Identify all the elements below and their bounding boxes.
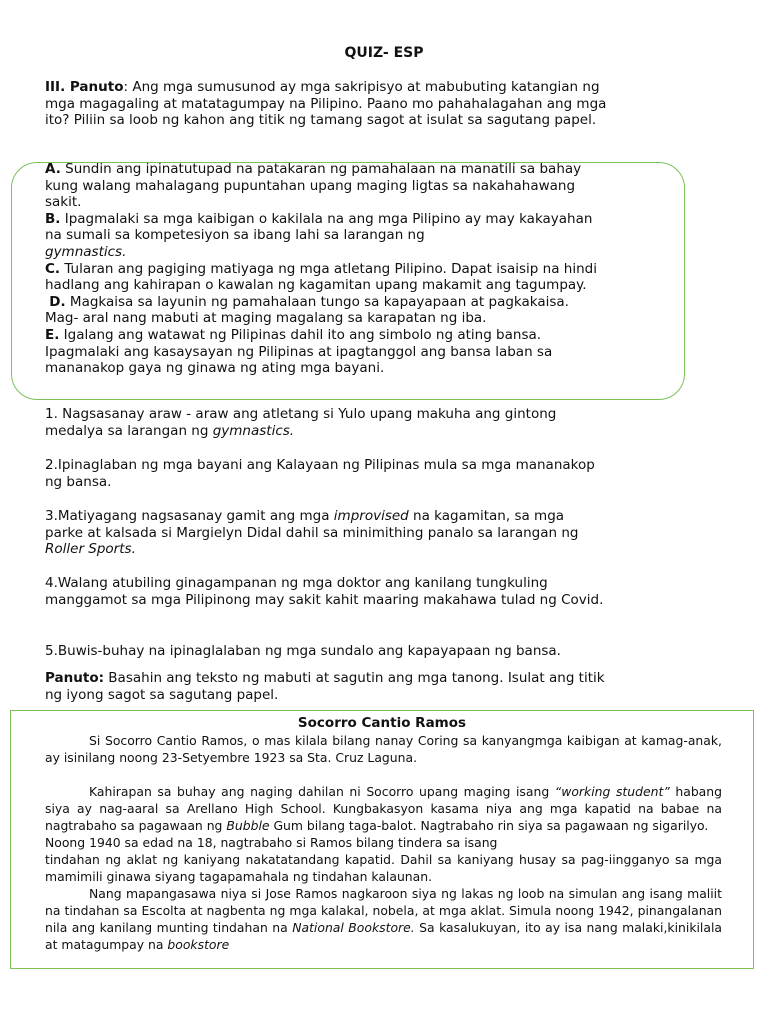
question-5: 5.Buwis-buhay na ipinaglalaban ng mga sundalo ang kapayapaan ng bansa. xyxy=(45,643,561,659)
reading-p3-italic-a: National Bookstore. xyxy=(292,920,415,935)
choices-list xyxy=(45,161,605,377)
question-1-italic: gymnastics. xyxy=(212,422,295,439)
reading-p2-text-b: habang siya ay nag-aaral sa Arellano High School. Kungbakasyon kasama niya ang mga kapatid na babae na nagtrabaho sa pagawaan ng xyxy=(45,784,722,833)
question-3-italic-b: Roller Sports. xyxy=(45,541,136,558)
choice-a-letter: A. xyxy=(45,161,61,177)
choice-d-text: Magkaisa sa layunin ng pamahalaan tungo sa kapayapaan at pagkakaisa. Mag- aral nang mabuti at maging magalang sa karapatan ng iba. xyxy=(45,293,569,327)
instructions-label: III. Panuto xyxy=(45,79,124,95)
choice-b-italic: gymnastics. xyxy=(45,243,127,260)
reading-p1-text: Si Socorro Cantio Ramos, o mas kilala bilang nanay Coring sa kanyangmga kaibigan at kamag-anak, ay isinilang noong 23-Setyembre 1923 sa Sta. Cruz Laguna. xyxy=(45,733,722,765)
reading-p3-text-a: Nang mapangasawa niya si Jose Ramos nagkaroon siya ng lakas ng loob na simulan ang isang maliit na tindahan sa Escolta at nagbenta ng mga kalakal, nobela, at mga aklat. Simula noong 1942, pinangalanan nila ang kanilang munting tindahan na xyxy=(45,886,722,935)
reading-p3-italic-b: bookstore xyxy=(167,937,230,952)
choice-d xyxy=(45,294,605,327)
panuto-2 xyxy=(45,670,625,703)
reading-p2-text-c: Gum bilang taga-balot. Nagtrabaho rin siya sa pagawaan ng sigarilyo. xyxy=(269,818,709,833)
question-3-italic-a: improvised xyxy=(333,508,409,524)
question-1 xyxy=(45,406,605,439)
reading-paragraph-2 xyxy=(45,783,722,885)
question-2: 2.Ipinaglaban ng mga bayani ang Kalayaan ng Pilipinas mula sa mga mananakop ng bansa. xyxy=(45,457,595,490)
choice-b xyxy=(45,211,605,261)
choice-b-text: Ipagmalaki sa mga kaibigan o kakilala na ang mga Pilipino ay may kakayahan na sumali sa kompetesiyon sa ibang lahi sa larangan ng xyxy=(45,210,593,244)
choice-a-text: Sundin ang ipinatutupad na patakaran ng pamahalaan na manatili sa bahay kung walang mahalagang pupuntahan upang maging ligtas sa nakahahawang sakit. xyxy=(45,161,582,211)
choice-a xyxy=(45,161,605,211)
instructions-text: : Ang mga sumusunod ay mga sakripisyo at mabubuting katangian ng mga magagaling at matatagumpay na Pilipino. Paano mo pahahalagahan ang mga ito? Piliin sa loob ng kahon ang titik ng tamang sagot at isulat sa sagutang papel. xyxy=(45,79,607,129)
choice-e-letter: E. xyxy=(45,326,60,343)
choice-c-text: Tularan ang pagiging matiyaga ng mga atletang Pilipino. Dapat isaisip na hindi hadlang ang kahirapan o kawalan ng kagamitan upang makamit ang tagumpay. xyxy=(45,260,597,294)
reading-p2-italic-a: “working student” xyxy=(554,784,670,799)
choice-d-letter: D. xyxy=(49,293,66,310)
question-3-text-b: na kagamitan, sa mga parke at kalsada si Margielyn Didal dahil sa minimithing panalo sa larangan ng xyxy=(45,508,579,541)
reading-p2-text-e: tindahan ng aklat ng kaniyang nakatatandang kapatid. Dahil sa kaniyang husay sa pag-iingganyo sa mga mamimili ginawa siyang tagapamahala ng tindahan kalaunan. xyxy=(45,852,722,884)
reading-p2-text-a: Kahirapan sa buhay ang naging dahilan ni Socorro upang maging isang xyxy=(89,784,555,799)
reading-p2-text-d: Noong 1940 sa edad na 18, nagtrabaho si Ramos bilang tindera sa isang xyxy=(45,835,498,850)
reading-p3-text-b: Sa kasalukuyan, ito ay isa nang malaki,kinikilala at matagumpay na xyxy=(45,920,723,952)
instructions xyxy=(45,79,630,129)
question-3 xyxy=(45,508,605,558)
reading-paragraph-3 xyxy=(45,885,722,953)
choice-e-text: Igalang ang watawat ng Pilipinas dahil ito ang simbolo ng ating bansa. Ipagmalaki ang kasaysayan ng Pilipinas at ipagtanggol ang bansa laban sa mananakop gaya ng ginawa ng ating mga bayani. xyxy=(45,326,553,377)
page-title: QUIZ- ESP xyxy=(344,45,424,61)
choice-b-letter: B. xyxy=(45,210,61,227)
question-4: 4.Walang atubiling ginagampanan ng mga doktor ang kanilang tungkuling manggamot sa mga Pilipinong may sakit kahit maaring makahawa tulad ng Covid. xyxy=(45,575,604,608)
panuto-2-text: Basahin ang teksto ng mabuti at sagutin ang mga tanong. Isulat ang titik ng iyong sagot sa sagutang papel. xyxy=(45,670,605,703)
choice-c-letter: C. xyxy=(45,260,61,277)
reading-title: Socorro Cantio Ramos xyxy=(297,715,467,731)
question-3-text-a: 3.Matiyagang nagsasanay gamit ang mga xyxy=(45,508,334,524)
reading-paragraph-1 xyxy=(45,732,722,766)
choice-c xyxy=(45,261,605,294)
choice-e xyxy=(45,327,605,377)
question-1-text: 1. Nagsasanay araw - araw ang atletang si Yulo upang makuha ang gintong medalya sa larangan ng xyxy=(45,406,557,439)
panuto-2-label: Panuto: xyxy=(45,670,104,686)
reading-p2-italic-b: Bubble xyxy=(226,818,270,833)
